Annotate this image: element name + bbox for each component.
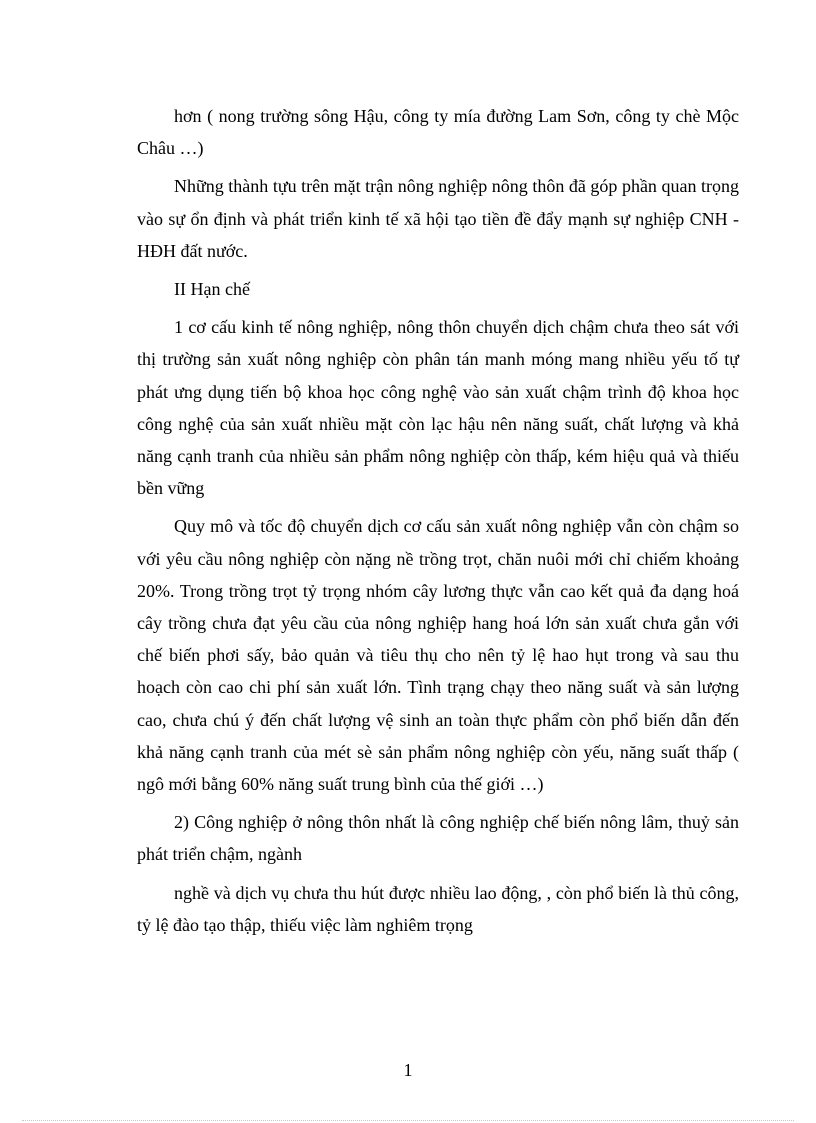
paragraph-limitation-2: 2) Công nghiệp ở nông thôn nhất là công nghiệp chế biến nông lâm, thuỷ sản phát triển chậm, ngành: [137, 812, 739, 865]
paragraph-continuation: hơn ( nong trường sông Hậu, công ty mía đường Lam Sơn, công ty chè Mộc Châu …): [137, 106, 739, 159]
paragraph-limitation-1: 1 cơ cấu kinh tế nông nghiệp, nông thôn chuyển dịch chậm chưa theo sát với thị trường sản xuất nông nghiệp còn phân tán manh móng mang nhiều yếu tố tự phát ưng dụng tiến bộ khoa học công nghệ vào sản xuất chậm trình độ khoa học công nghệ của sản xuất nhiều mặt còn lạc hậu nên năng suất, chất lượng và khả năng cạnh tranh của nhiều sản phẩm nông nghiệp còn thấp, kém hiệu quả và thiếu bền vững: [137, 317, 739, 499]
section-heading-limitations: II Hạn chế: [174, 279, 250, 300]
paragraph-scale-and-speed: Quy mô và tốc độ chuyển dịch cơ cấu sản xuất nông nghiệp vẫn còn chậm so với yêu cầu nông nghiệp còn nặng nề trồng trọt, chăn nuôi mới chỉ chiếm khoảng 20%. Trong trồng trọt tỷ trọng nhóm cây lương thực vẫn cao kết quả đa dạng hoá cây trồng chưa đạt yêu cầu của nông nghiệp hang hoá lớn sản xuất chưa gắn với chế biến phơi sấy, bảo quản và tiêu thụ cho nên tỷ lệ hao hụt trong và sau thu hoạch còn cao chi phí sản xuất lớn. Tình trạng chạy theo năng suất và sản lượng cao, chưa chú ý đến chất lượng vệ sinh an toàn thực phẩm còn phổ biến dẫn đến khả năng cạnh tranh của mét sè sản phẩm nông nghiệp còn yếu, năng suất thấp ( ngô mới bằng 60% năng suất trung bình của thế giới …): [137, 516, 739, 795]
paragraph-labor: nghề và dịch vụ chưa thu hút được nhiều lao động, , còn phổ biến là thủ công, tỷ lệ đào tạo thập, thiếu việc làm nghiêm trọng: [137, 882, 739, 935]
page-number: 1: [403, 1060, 413, 1080]
page-body: [137, 100, 739, 947]
page-bottom-divider: [22, 1120, 794, 1121]
paragraph-achievements: Những thành tựu trên mặt trận nông nghiệp nông thôn đã góp phần quan trọng vào sự ổn định và phát triển kinh tế xã hội tạo tiền đề đẩy mạnh sự nghiệp CNH - HĐH đất nước.: [137, 176, 739, 261]
